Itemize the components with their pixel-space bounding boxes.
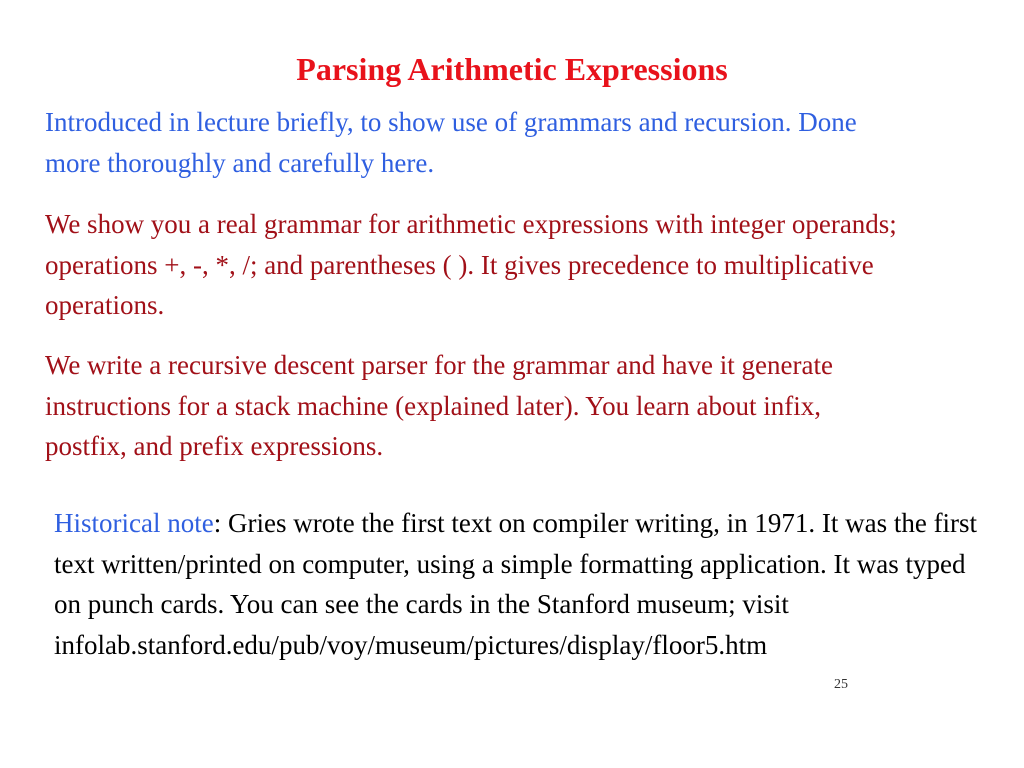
historical-note-text: : Gries wrote the first text on compiler writing, in 1971. It was the first text written/printed on computer, using a simple formatting application. It was typed on punch cards. You can see the cards in the Stanford museum; visit infolab.stanford.edu/pub/voy/museum/pictures/display/floor5.htm [54, 508, 978, 660]
grammar-paragraph: We show you a real grammar for arithmetic expressions with integer operands; operations +, -, *, /; and parentheses ( ). It gives precedence to multiplicative operations. [45, 209, 897, 320]
intro-paragraph: Introduced in lecture briefly, to show use of grammars and recursion. Done more thoroughly and carefully here. [45, 107, 857, 178]
historical-note-label: Historical note [54, 508, 214, 538]
historical-note [54, 503, 994, 665]
parser-paragraph: We write a recursive descent parser for the grammar and have it generate instructions for a stack machine (explained later). You learn about infix, postfix, and prefix expressions. [45, 350, 833, 461]
page-number: 25 [834, 677, 848, 692]
slide-title: Parsing Arithmetic Expressions [296, 51, 728, 88]
